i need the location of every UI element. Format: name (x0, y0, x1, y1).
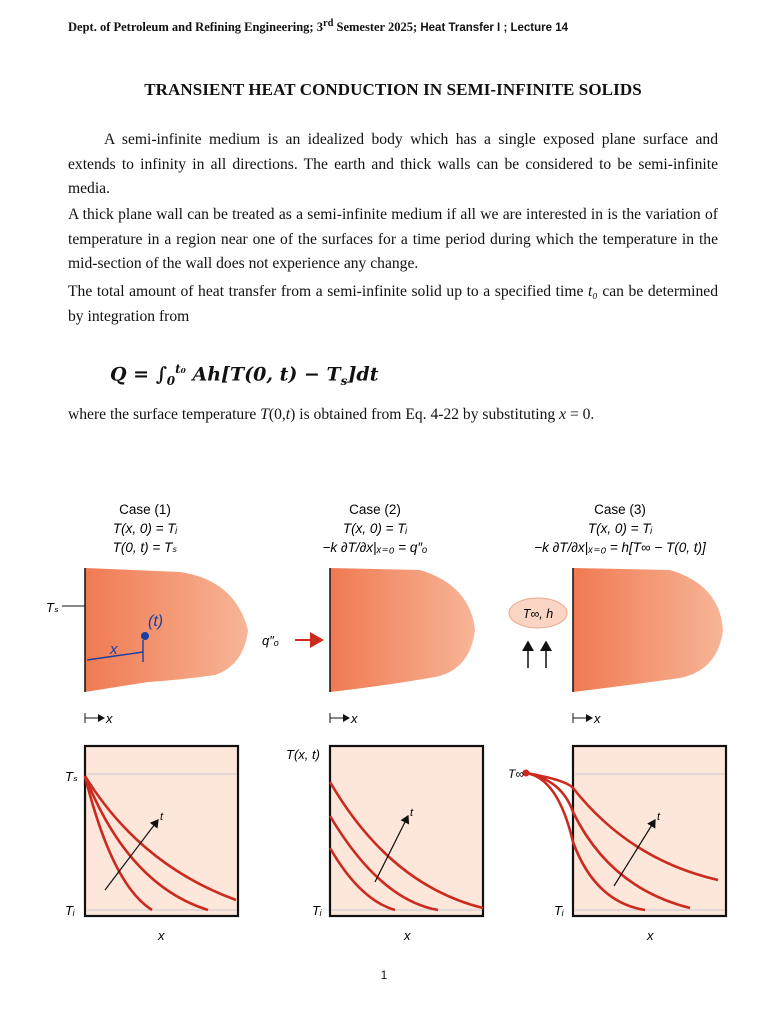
header-dept: Dept. of Petroleum and Refining Engineering; 3 (68, 20, 323, 35)
paragraph-2: A thick plane wall can be treated as a semi-infinite medium if all we are interested in is the variation of temperature in a region near one of the surfaces for a time period during which the temperature in the mid-section of the wall does not experience any change. (68, 206, 718, 272)
case1-line1: T(x, 0) = Tᵢ (112, 521, 178, 536)
case2-line1: T(x, 0) = Tᵢ (342, 521, 408, 536)
page-title: TRANSIENT HEAT CONDUCTION IN SEMI-INFINITE SOLIDS (144, 80, 642, 99)
svg-text:t: t (657, 811, 661, 823)
case3-slab (573, 568, 723, 692)
case2-plot-top: T(x, t) (286, 747, 320, 762)
case2-plot (286, 746, 483, 943)
convection-label: T∞, h (522, 607, 554, 621)
handwritten-t-label: (t) (148, 613, 164, 630)
case3-line1: T(x, 0) = Tᵢ (587, 521, 653, 536)
header-sup: rd (322, 18, 334, 29)
handwritten-x-label: x (110, 641, 118, 658)
case1-line2: T(0, t) = Tₛ (112, 540, 178, 555)
case3-plot-ti: Tᵢ (554, 903, 564, 918)
case3-x-marker (573, 711, 601, 726)
case1-slab (85, 568, 248, 692)
case1-title: Case (1) (119, 502, 171, 517)
case1-x-marker (85, 711, 113, 726)
case1-header (113, 502, 178, 555)
case2-plot-ti: Tᵢ (312, 903, 322, 918)
case3-header (534, 502, 707, 555)
case2-header (323, 502, 428, 555)
case3-title: Case (3) (594, 502, 646, 517)
case3-plot-tinf: T∞ (508, 767, 524, 781)
svg-text:t: t (410, 807, 414, 819)
case1-plot-x: x (158, 928, 165, 943)
case3-plot-x: x (647, 928, 654, 943)
page-number: 1 (380, 968, 388, 982)
page-header (68, 18, 708, 35)
case1-ts-label: Tₛ (46, 600, 59, 615)
case1-plot-ts: Tₛ (65, 769, 78, 784)
case2-x-marker (330, 711, 358, 726)
semi-infinite-cases-figure (30, 490, 740, 950)
svg-text:x: x (594, 711, 601, 726)
header-course: Heat Transfer I ; Lecture 14 (417, 22, 568, 35)
heat-transfer-equation: $Q = \int_0^{t_0}$ Ah[T(0, $t) - T_s]dt$ (110, 362, 379, 389)
case2-line2: −k ∂T/∂x|ₓ₌₀ = q″ₒ (322, 540, 428, 555)
case1-plot-ti: Tᵢ (65, 903, 75, 918)
case2-plot-x: x (404, 928, 411, 943)
case2-slab (330, 568, 475, 692)
header-semester: Semester 2025; (333, 20, 418, 35)
svg-text:t: t (160, 811, 164, 823)
case3-plot (508, 746, 726, 943)
case2-title: Case (2) (349, 502, 401, 517)
svg-text:x: x (106, 711, 113, 726)
case1-plot (65, 746, 238, 943)
paragraph-1: A semi-infinite medium is an idealized body which has a single exposed plane surface and extends to infinity in all directions. The earth and thick walls can be considered to be semi-infinite media. (68, 131, 718, 197)
handwritten-point (141, 632, 149, 640)
case3-line2: −k ∂T/∂x|ₓ₌₀ = h[T∞ − T(0, t)] (534, 540, 706, 555)
paragraph-3: The total amount of heat transfer from a semi-infinite solid up to a specified time t₀ can be determined by integration from (68, 283, 718, 325)
heat-flux-label: q″ₒ (262, 633, 279, 648)
where-sentence: where the surface temperature T(0,t) is obtained from Eq. 4-22 by substituting x = 0. (68, 406, 595, 423)
svg-text:x: x (351, 711, 358, 726)
